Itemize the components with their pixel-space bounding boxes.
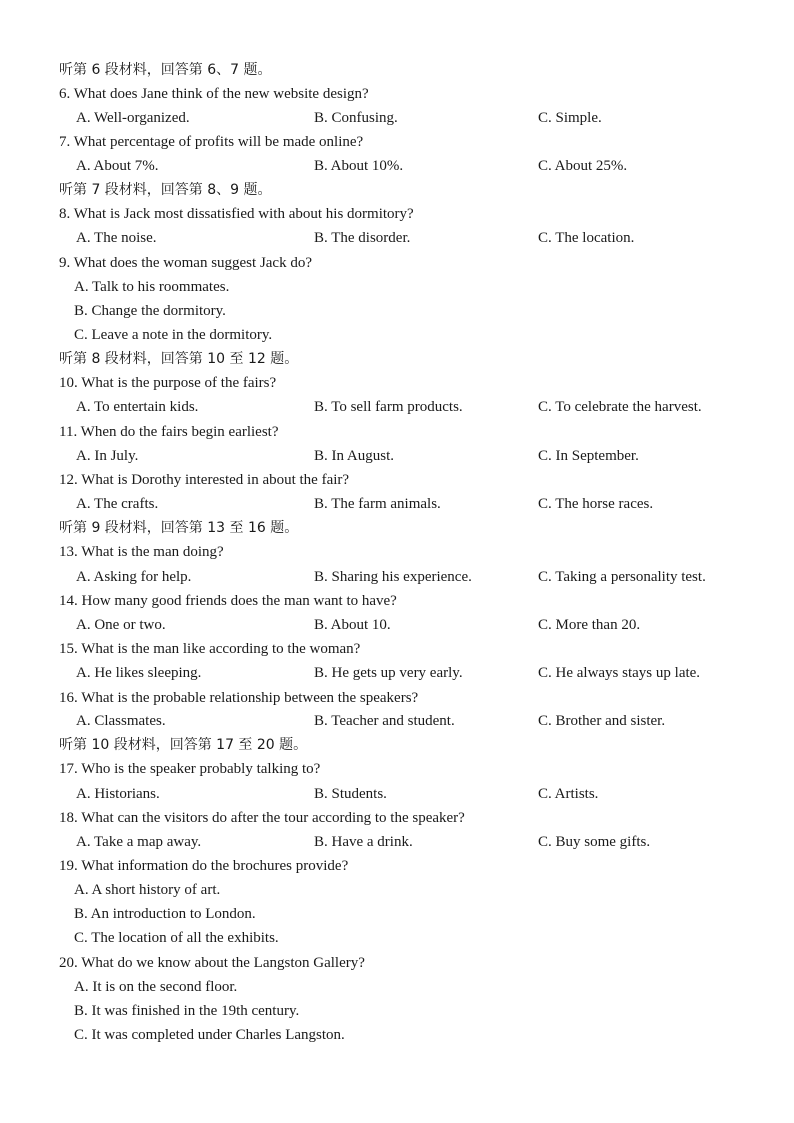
options-row-17: [0, 782, 794, 806]
section-heading-9: 听第 9 段材料，回答第 13 至 16 题。: [59, 520, 299, 536]
option-b: B. He gets up very early.: [314, 665, 463, 681]
option-c: C. The location of all the exhibits.: [74, 930, 279, 946]
option-a: A. Well-organized.: [76, 110, 190, 126]
option-c: C. Buy some gifts.: [538, 834, 651, 850]
option-a: A. In July.: [76, 448, 139, 464]
section-heading-6: 听第 6 段材料，回答第 6、7 题。: [59, 62, 272, 78]
option-a: A. To entertain kids.: [76, 399, 199, 415]
option-b: B. An introduction to London.: [74, 906, 256, 922]
question-17: 17. Who is the speaker probably talking to?: [59, 761, 321, 777]
option-a: A. One or two.: [76, 617, 166, 633]
section-heading-8: 听第 8 段材料，回答第 10 至 12 题。: [59, 351, 299, 367]
option-b: B. The disorder.: [314, 230, 411, 246]
question-19: 19. What information do the brochures provide?: [59, 858, 349, 874]
option-c: C. To celebrate the harvest.: [538, 399, 702, 415]
option-b: B. In August.: [314, 448, 395, 464]
options-row-11: [0, 444, 794, 468]
option-b: B. About 10.: [314, 617, 391, 633]
option-a: A. Take a map away.: [76, 834, 202, 850]
option-c: C. The location.: [538, 230, 635, 246]
question-12: 12. What is Dorothy interested in about the fair?: [59, 472, 350, 488]
options-row-13: [0, 565, 794, 589]
section-heading-10: 听第 10 段材料，回答第 17 至 20 题。: [59, 737, 308, 753]
option-c: C. About 25%.: [538, 158, 628, 174]
options-row-8: [0, 226, 794, 250]
option-b: B. Sharing his experience.: [314, 569, 472, 585]
option-a: A. He likes sleeping.: [76, 665, 202, 681]
question-11: 11. When do the fairs begin earliest?: [59, 424, 279, 440]
option-b: B. Teacher and student.: [314, 713, 455, 729]
options-row-6: [0, 106, 794, 130]
option-b: B. Students.: [314, 786, 387, 802]
question-13: 13. What is the man doing?: [59, 544, 224, 560]
option-c: C. In September.: [538, 448, 639, 464]
question-7: 7. What percentage of profits will be made online?: [59, 134, 364, 150]
option-b: B. To sell farm products.: [314, 399, 463, 415]
option-c: C. Artists.: [538, 786, 599, 802]
option-b: B. Change the dormitory.: [74, 303, 226, 319]
question-8: 8. What is Jack most dissatisfied with about his dormitory?: [59, 206, 414, 222]
option-c: C. Taking a personality test.: [538, 569, 706, 585]
option-c: C. The horse races.: [538, 496, 654, 512]
options-row-18: [0, 830, 794, 854]
option-c: C. Brother and sister.: [538, 713, 666, 729]
option-a: A. A short history of art.: [74, 882, 221, 898]
question-20: 20. What do we know about the Langston Gallery?: [59, 955, 365, 971]
option-a: A. The crafts.: [76, 496, 159, 512]
option-b: B. About 10%.: [314, 158, 404, 174]
option-a: A. Classmates.: [76, 713, 166, 729]
question-18: 18. What can the visitors do after the tour according to the speaker?: [59, 810, 465, 826]
option-a: A. About 7%.: [76, 158, 159, 174]
option-b: B. The farm animals.: [314, 496, 441, 512]
section-heading-7: 听第 7 段材料，回答第 8、9 题。: [59, 182, 272, 198]
options-row-7: [0, 154, 794, 178]
option-b: B. Have a drink.: [314, 834, 413, 850]
option-c: C. Leave a note in the dormitory.: [74, 327, 273, 343]
question-9: 9. What does the woman suggest Jack do?: [59, 255, 313, 271]
options-row-10: [0, 395, 794, 419]
options-row-16: [0, 709, 794, 733]
question-6: 6. What does Jane think of the new website design?: [59, 86, 369, 102]
option-c: C. It was completed under Charles Langston.: [74, 1027, 345, 1043]
option-b: B. It was finished in the 19th century.: [74, 1003, 300, 1019]
question-16: 16. What is the probable relationship between the speakers?: [59, 690, 419, 706]
option-c: C. More than 20.: [538, 617, 641, 633]
option-b: B. Confusing.: [314, 110, 398, 126]
option-c: C. Simple.: [538, 110, 602, 126]
question-10: 10. What is the purpose of the fairs?: [59, 375, 277, 391]
option-a: A. Asking for help.: [76, 569, 192, 585]
question-14: 14. How many good friends does the man want to have?: [59, 593, 397, 609]
options-row-14: [0, 613, 794, 637]
option-a: A. Talk to his roommates.: [74, 279, 230, 295]
options-row-12: [0, 492, 794, 516]
option-c: C. He always stays up late.: [538, 665, 701, 681]
option-a: A. It is on the second floor.: [74, 979, 238, 995]
option-a: A. The noise.: [76, 230, 157, 246]
options-row-15: [0, 661, 794, 685]
option-a: A. Historians.: [76, 786, 160, 802]
question-15: 15. What is the man like according to the woman?: [59, 641, 361, 657]
